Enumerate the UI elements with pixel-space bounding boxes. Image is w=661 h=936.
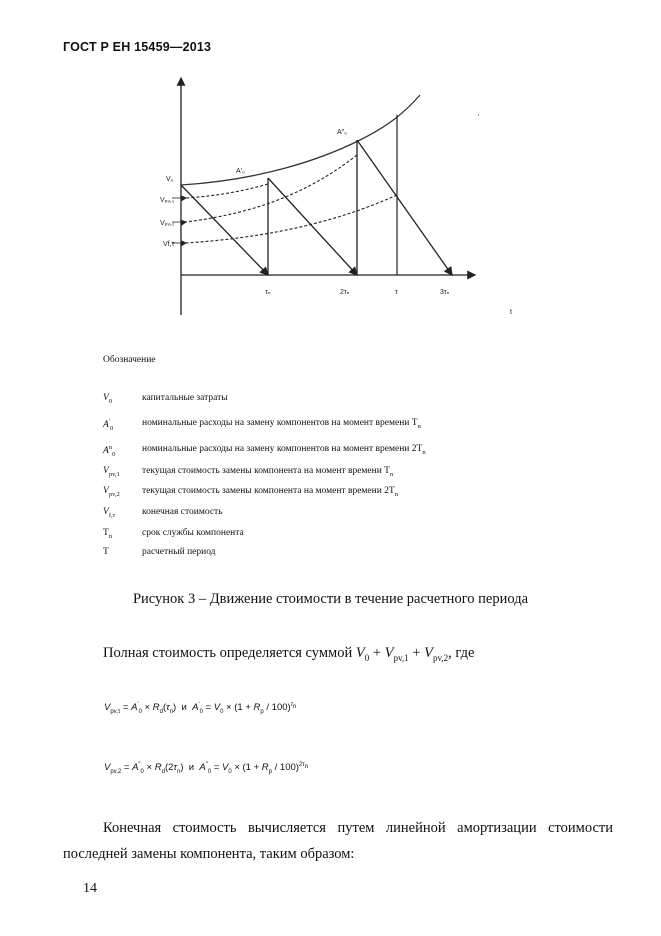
label-tau: τ bbox=[395, 289, 398, 296]
legend-symbol: $V_{pv,1}$ bbox=[103, 466, 120, 478]
legend-symbol: $A^n_0$ bbox=[103, 444, 116, 459]
legend-symbol: $A'_0$ bbox=[103, 418, 114, 433]
legend-description: капитальные затраты bbox=[142, 393, 228, 403]
total-tail: , где bbox=[448, 645, 475, 661]
legend-symbol: T bbox=[103, 547, 109, 557]
label-vpv1: Vₚᵥ,₁ bbox=[160, 197, 175, 204]
legend-description: номинальные расходы на замену компонентов на момент времени $2T_n$ bbox=[142, 444, 426, 456]
legend-symbol: $V_{f,\tau}$ bbox=[103, 507, 116, 519]
page-number: 14 bbox=[83, 881, 97, 896]
total-v0: $V_0$ bbox=[355, 645, 370, 663]
legend-symbol: $T_n$ bbox=[103, 528, 113, 540]
cost-flow-diagram bbox=[0, 0, 661, 336]
label-2tn: 2τₙ bbox=[340, 289, 350, 296]
legend-description: расчетный период bbox=[142, 547, 216, 557]
total-text-lead: Полная стоимость определяется суммой bbox=[103, 645, 353, 661]
legend-symbol: $V_{pv,2}$ bbox=[103, 486, 120, 498]
document-header: ГОСТ Р ЕН 15459—2013 bbox=[63, 40, 212, 54]
label-tn: τₙ bbox=[265, 289, 271, 296]
depreciation-line-2 bbox=[268, 178, 357, 275]
depreciation-line-1 bbox=[181, 185, 268, 275]
label-vpv2: Vₚᵥ,₂ bbox=[160, 220, 175, 227]
label-a2: A″₀ bbox=[337, 129, 348, 136]
legend-description: номинальные расходы на замену компонентов на момент времени $T_n$ bbox=[142, 418, 421, 430]
total-cost-text: Полная стоимость определяется суммой $V_0 + V_{pv,1} + V_{pv,2}$, где bbox=[103, 645, 475, 663]
label-v0: V₀ bbox=[166, 176, 174, 183]
label-a1: A′₀ bbox=[236, 168, 245, 175]
legend-title: Обозначение bbox=[103, 355, 156, 365]
equation-1: $V_{pv,\tau} = A'_0 \times R_d(\tau_n)$ и $A'_0 = V_0 \times (1 + R_p / 100)^{\tau_n}$ bbox=[104, 702, 297, 716]
body-paragraph: Конечная стоимость вычисляется путем линейной амортизации стоимости последней замены компонента, таким образом: bbox=[63, 820, 613, 862]
label-t: t bbox=[510, 309, 512, 316]
legend-description: текущая стоимость замены компонента на момент времени $T_n$ bbox=[142, 466, 394, 478]
discount-line-pv2 bbox=[186, 155, 357, 222]
legend-symbol: $V_0$ bbox=[103, 393, 113, 405]
legend-description: срок службы компонента bbox=[142, 528, 244, 538]
corner-mark: ' bbox=[478, 114, 480, 121]
depreciation-line-3 bbox=[357, 140, 452, 275]
discount-line-pv1 bbox=[186, 184, 268, 198]
legend-description: текущая стоимость замены компонента на момент времени $2T_n$ bbox=[142, 486, 398, 498]
label-3tn: 3τₙ bbox=[440, 289, 450, 296]
total-vpv1: $V_{pv,1}$ bbox=[384, 645, 409, 663]
figure-caption: Рисунок 3 – Движение стоимости в течение расчетного периода bbox=[132, 591, 529, 607]
total-vpv2: $V_{pv,2}$ bbox=[424, 645, 449, 663]
discount-line-vf bbox=[186, 195, 397, 243]
cost-curve bbox=[181, 95, 420, 185]
label-vf: Vf,τ bbox=[163, 241, 175, 248]
equation-2: $V_{pv,2} = A''_0 \times R_d(2\tau_n)$ и $A''_0 = V_0 \times (1 + R_p / 100)^{2\tau_n}$ bbox=[104, 762, 308, 776]
legend-description: конечная стоимость bbox=[142, 507, 223, 517]
